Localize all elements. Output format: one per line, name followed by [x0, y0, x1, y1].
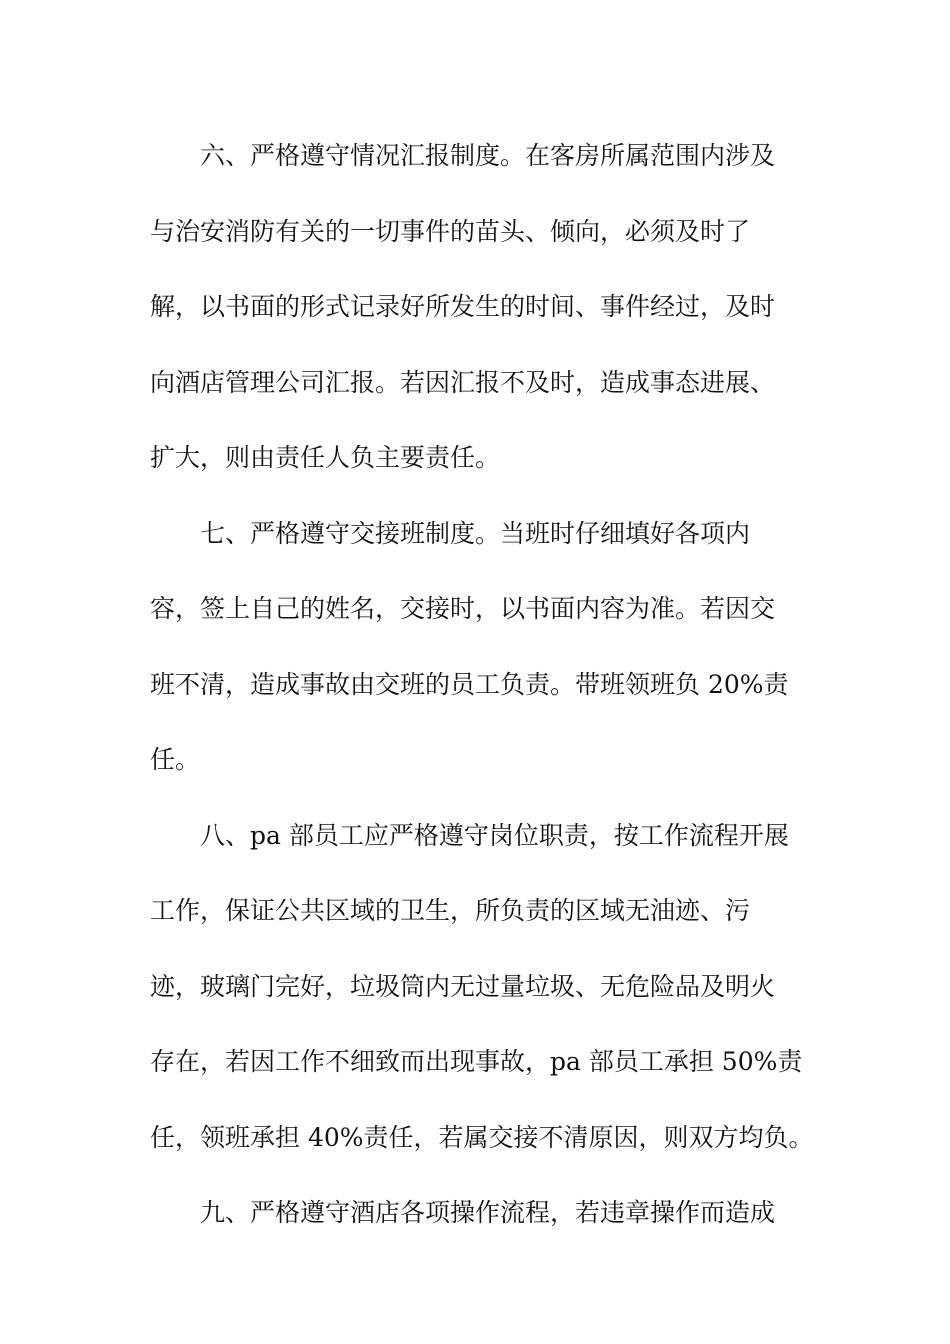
paragraph-7-line-3: 班不清，造成事故由交班的员工负责。带班领班负 20%责	[150, 669, 789, 699]
paragraph-6-line-1: 六、严格遵守情况汇报制度。在客房所属范围内涉及	[200, 141, 776, 170]
paragraph-7-line-4: 任。	[150, 745, 201, 774]
paragraph-8-line-5: 任，领班承担 40%责任，若属交接不清原因，则双方均负。	[150, 1122, 814, 1152]
paragraph-6-line-2: 与治安消防有关的一切事件的苗头、倾向，必须及时了	[150, 216, 751, 246]
paragraph-7-line-1: 七、严格遵守交接班制度。当班时仔细填好各项内	[200, 518, 751, 548]
paragraph-8-line-2: 工作，保证公共区域的卫生，所负责的区域无油迹、污	[150, 896, 751, 925]
paragraph-6-line-5: 扩大，则由责任人负主要责任。	[150, 443, 501, 472]
paragraph-7-line-2: 容，签上自己的姓名，交接时，以书面内容为准。若因交	[150, 594, 776, 623]
document-body	[150, 118, 814, 1251]
paragraph-9-line-1: 九、严格遵守酒店各项操作流程，若违章操作而造成	[200, 1198, 776, 1227]
paragraph-8-line-4: 存在，若因工作不细致而出现事故，pa 部员工承担 50%责	[150, 1047, 803, 1076]
paragraph-8-line-3: 迹，玻璃门完好，垃圾筒内无过量垃圾、无危险品及明火	[150, 971, 776, 1001]
paragraph-6-line-4: 向酒店管理公司汇报。若因汇报不及时，造成事态进展、	[150, 367, 776, 397]
paragraph-8-line-1: 八、pa 部员工应严格遵守岗位职责，按工作流程开展	[200, 820, 789, 850]
paragraph-6-line-3: 解，以书面的形式记录好所发生的时间、事件经过，及时	[150, 292, 776, 321]
